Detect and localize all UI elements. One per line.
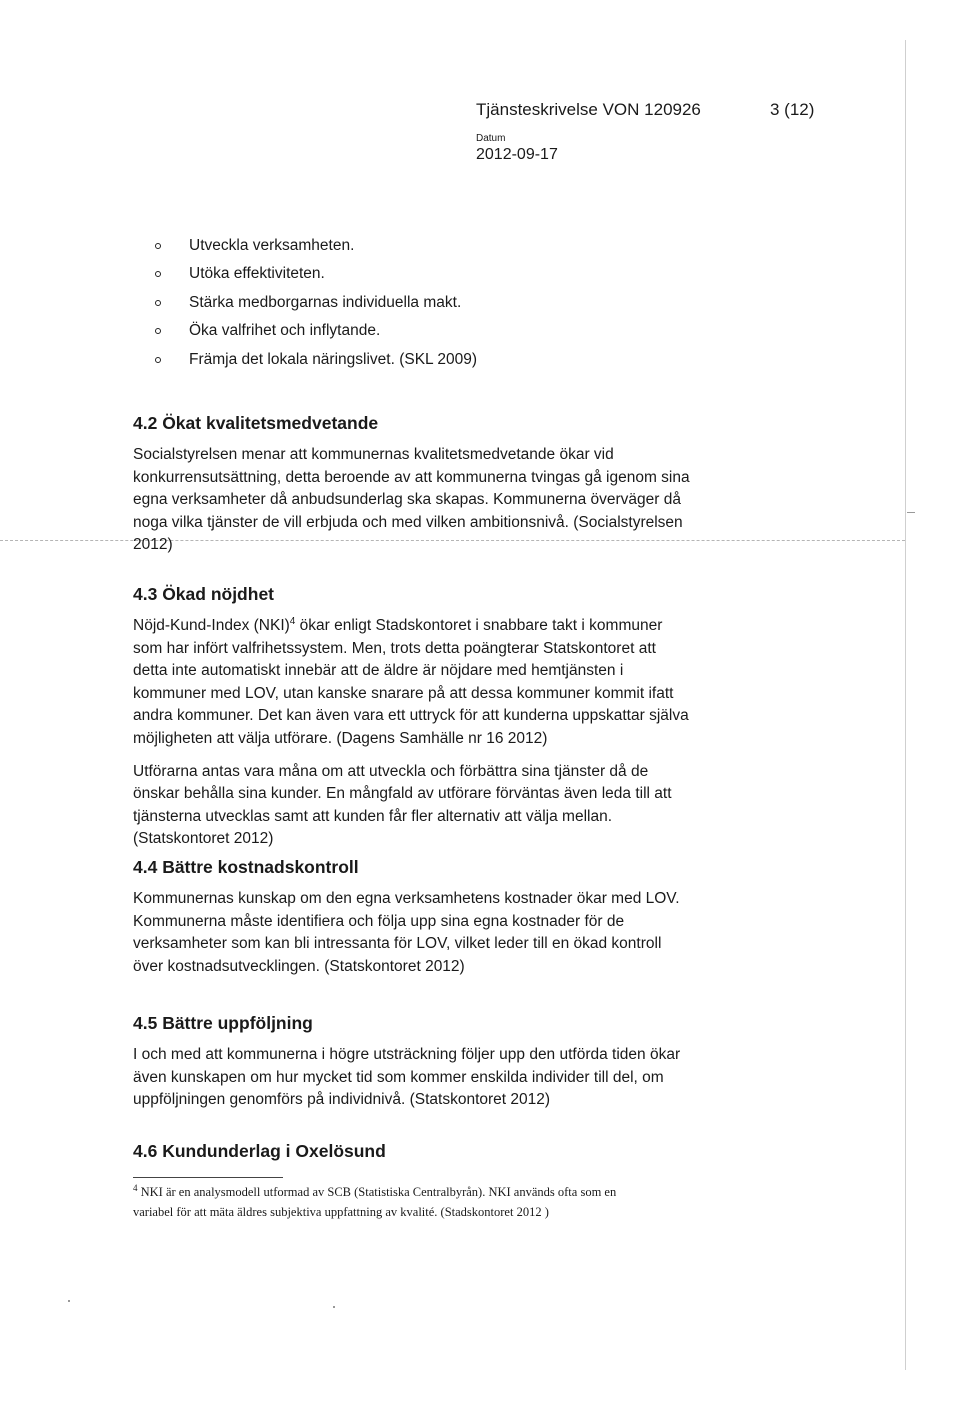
section-4-6 — [133, 1141, 743, 1162]
bullet-icon — [155, 328, 161, 334]
footnote-reference: 4 — [289, 615, 296, 627]
scan-speck — [333, 1306, 335, 1308]
goal-bullet-list — [133, 232, 477, 374]
bullet-icon — [155, 243, 161, 249]
list-item: Stärka medborgarnas individuella makt. — [133, 289, 477, 317]
section-heading: 4.5 Bättre uppföljning — [133, 1013, 313, 1033]
section-heading: 4.4 Bättre kostnadskontroll — [133, 857, 359, 877]
section-paragraph: Nöjd-Kund-Index (NKI)$^4$ ökar enligt Stadskontoret i snabbare takt i kommuner som har infört valfrihetssystem. Men, trots detta poängterar Statskontoret att detta inte automatiskt innebär att de äldre är nöjdare med hemtjänsten i kommuner med LOV, utan kanske snarare på att dessa kommuner kommit ifatt andra kommuner. Det kan även vara ett uttryck för att kunderna uppskattar själva möjligheten att välja utförare. (Dagens Samhälle nr 16 2012) — [133, 615, 689, 747]
page-number: 3 (12) — [770, 100, 815, 119]
footnote: $^4$ NKI är en analysmodell utformad av SCB (Statistiska Centralbyrån). NKI används ofta som en variabel för att mäta äldres subjektiva uppfattning av kvalité. (Stadskontoret 2012 ) — [133, 1182, 617, 1219]
bullet-icon — [155, 357, 161, 363]
section-heading: 4.6 Kundunderlag i Oxelösund — [133, 1141, 386, 1161]
footnote-rule — [133, 1177, 283, 1178]
date-label: Datum — [476, 133, 506, 144]
margin-tick — [907, 512, 915, 513]
section-4-3 — [133, 584, 743, 851]
list-item: Öka valfrihet och inflytande. — [133, 317, 477, 345]
section-paragraph: I och med att kommunerna i högre utsträckning följer upp den utförda tiden ökar även kunskapen om hur mycket tid som kommer enskilda individer till del, om uppföljningen genomförs på individnivå. (Statskontoret 2012) — [133, 1046, 681, 1109]
section-paragraph: Socialstyrelsen menar att kommunernas kvalitetsmedvetande ökar vid konkurrensutsättning, detta beroende av att kommunerna tvingas gå igenom sina egna verksamheter då anbudsunderlag ska skapas. Kommunerna överväger då noga vilka tjänster de vill erbjuda och med vilken ambitionsnivå. (Socialstyrelsen 2012) — [133, 446, 690, 554]
section-4-4 — [133, 857, 743, 978]
margin-line — [905, 40, 906, 1370]
list-item: Främja det lokala näringslivet. (SKL 2009) — [133, 346, 477, 374]
section-paragraph: Utförarna antas vara måna om att utveckla och förbättra sina tjänster då de önskar behålla sina kunder. En mångfald av utförare förväntas även leda till att tjänsterna utvecklas samt att kunden får fler alternativ att välja mellan. (Statskontoret 2012) — [133, 762, 672, 848]
section-4-2 — [133, 413, 743, 557]
list-item: Utöka effektiviteten. — [133, 260, 477, 288]
section-heading: 4.2 Ökat kvalitetsmedvetande — [133, 413, 379, 433]
section-heading: 4.3 Ökad nöjdhet — [133, 584, 274, 604]
bullet-icon — [155, 271, 161, 277]
section-paragraph: Kommunernas kunskap om den egna verksamhetens kostnader ökar med LOV. Kommunerna måste identifiera och följa upp sina egna kostnader för de verksamheter som kan bli intressanta för LOV, vilket leder till en ökad kontroll över kostnadsutvecklingen. (Statskontoret 2012) — [133, 890, 680, 975]
document-title: Tjänsteskrivelse VON 120926 — [476, 100, 701, 119]
scan-speck — [68, 1300, 70, 1302]
list-item: Utveckla verksamheten. — [133, 232, 477, 260]
section-4-5 — [133, 1013, 743, 1112]
bullet-icon — [155, 300, 161, 306]
date-value: 2012-09-17 — [476, 146, 558, 163]
footnote-marker: 4 — [133, 1182, 138, 1193]
